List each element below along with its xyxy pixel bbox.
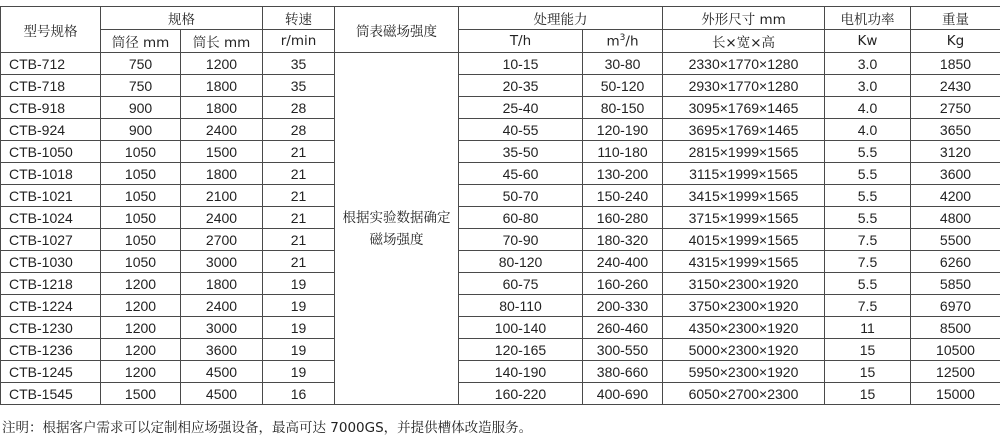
header-diameter: 筒径 mm: [101, 30, 181, 53]
table-row: [1, 317, 1000, 339]
cell-dims: 6050×2700×2300: [663, 383, 825, 405]
table-row: [1, 207, 1000, 229]
cell-speed: 35: [263, 75, 335, 97]
cell-dims: 3415×1999×1565: [663, 185, 825, 207]
cell-power: 5.5: [825, 141, 911, 163]
cell-tph: 10-15: [459, 53, 583, 75]
cell-m3h: 160-280: [583, 207, 663, 229]
cell-diameter: 1050: [101, 141, 181, 163]
cell-dims: 3115×1999×1565: [663, 163, 825, 185]
cell-diameter: 1500: [101, 383, 181, 405]
table-header: [1, 7, 1000, 53]
cell-m3h: 30-80: [583, 53, 663, 75]
cell-diameter: 1050: [101, 251, 181, 273]
cell-tph: 70-90: [459, 229, 583, 251]
header-power-line1: 电机功率: [825, 7, 911, 30]
cell-m3h: 110-180: [583, 141, 663, 163]
cell-model: CTB-1218: [1, 273, 101, 295]
cell-speed: 21: [263, 207, 335, 229]
cell-model: CTB-1236: [1, 339, 101, 361]
table-row: [1, 273, 1000, 295]
cell-weight: 2430: [911, 75, 1000, 97]
cell-m3h: 150-240: [583, 185, 663, 207]
cell-model: CTB-1050: [1, 141, 101, 163]
header-m3h-sup: 3: [619, 32, 626, 43]
cell-power: 7.5: [825, 251, 911, 273]
header-m3h-tail: /h: [625, 33, 639, 50]
cell-model: CTB-924: [1, 119, 101, 141]
cell-dims: 3750×2300×1920: [663, 295, 825, 317]
cell-dims: 4015×1999×1565: [663, 229, 825, 251]
table-row: [1, 163, 1000, 185]
cell-model: CTB-1018: [1, 163, 101, 185]
cell-weight: 6970: [911, 295, 1000, 317]
cell-diameter: 1200: [101, 317, 181, 339]
cell-power: 5.5: [825, 207, 911, 229]
table-row: [1, 251, 1000, 273]
cell-diameter: 750: [101, 75, 181, 97]
cell-length: 1800: [181, 97, 263, 119]
cell-speed: 19: [263, 361, 335, 383]
header-model: 型号规格: [1, 7, 101, 53]
table-row: [1, 97, 1000, 119]
table-row: [1, 383, 1000, 405]
cell-tph: 40-55: [459, 119, 583, 141]
cell-tph: 45-60: [459, 163, 583, 185]
table-row: [1, 295, 1000, 317]
cell-m3h: 130-200: [583, 163, 663, 185]
cell-m3h: 300-550: [583, 339, 663, 361]
cell-length: 2400: [181, 295, 263, 317]
cell-tph: 100-140: [459, 317, 583, 339]
cell-dims: 2815×1999×1565: [663, 141, 825, 163]
cell-length: 3000: [181, 251, 263, 273]
cell-diameter: 900: [101, 119, 181, 141]
cell-weight: 3600: [911, 163, 1000, 185]
cell-diameter: 1050: [101, 229, 181, 251]
cell-weight: 15000: [911, 383, 1000, 405]
header-dims-line1: 外形尺寸 mm: [663, 7, 825, 30]
cell-model: CTB-718: [1, 75, 101, 97]
cell-diameter: 1200: [101, 339, 181, 361]
table-row: [1, 53, 1000, 75]
cell-speed: 21: [263, 141, 335, 163]
cell-diameter: 750: [101, 53, 181, 75]
cell-m3h: 120-190: [583, 119, 663, 141]
cell-m3h: 180-320: [583, 229, 663, 251]
cell-diameter: 1200: [101, 273, 181, 295]
cell-tph: 25-40: [459, 97, 583, 119]
cell-length: 4500: [181, 361, 263, 383]
cell-m3h: 80-150: [583, 97, 663, 119]
cell-length: 2400: [181, 119, 263, 141]
cell-tph: 60-75: [459, 273, 583, 295]
cell-speed: 21: [263, 251, 335, 273]
cell-dims: 4315×1999×1565: [663, 251, 825, 273]
cell-dims: 2930×1770×1280: [663, 75, 825, 97]
cell-model: CTB-918: [1, 97, 101, 119]
cell-dims: 3695×1769×1465: [663, 119, 825, 141]
cell-speed: 35: [263, 53, 335, 75]
table-row: [1, 339, 1000, 361]
cell-dims: 3150×2300×1920: [663, 273, 825, 295]
cell-power: 3.0: [825, 53, 911, 75]
cell-weight: 3650: [911, 119, 1000, 141]
cell-dims: 5950×2300×1920: [663, 361, 825, 383]
table-row: [1, 75, 1000, 97]
spec-table: [0, 6, 1000, 405]
header-speed-line2: r/min: [263, 30, 335, 53]
cell-diameter: 1050: [101, 207, 181, 229]
cell-tph: 60-80: [459, 207, 583, 229]
cell-m3h: 50-120: [583, 75, 663, 97]
header-m3h: [583, 30, 663, 53]
cell-weight: 5850: [911, 273, 1000, 295]
magnetic-strength-note: 根据实验数据确定磁场强度: [335, 53, 459, 405]
cell-model: CTB-1230: [1, 317, 101, 339]
cell-model: CTB-1245: [1, 361, 101, 383]
cell-weight: 12500: [911, 361, 1000, 383]
cell-power: 3.0: [825, 75, 911, 97]
cell-m3h: 240-400: [583, 251, 663, 273]
cell-speed: 19: [263, 339, 335, 361]
header-capacity: 处理能力: [459, 7, 663, 30]
cell-weight: 6260: [911, 251, 1000, 273]
cell-diameter: 900: [101, 97, 181, 119]
cell-speed: 21: [263, 163, 335, 185]
header-dims-line2: 长×宽×高: [663, 30, 825, 53]
cell-dims: 5000×2300×1920: [663, 339, 825, 361]
cell-power: 4.0: [825, 119, 911, 141]
cell-length: 4500: [181, 383, 263, 405]
cell-m3h: 380-660: [583, 361, 663, 383]
cell-m3h: 200-330: [583, 295, 663, 317]
header-length: 筒长 mm: [181, 30, 263, 53]
table-body: [1, 53, 1000, 405]
table-row: [1, 119, 1000, 141]
header-power-line2: Kw: [825, 30, 911, 53]
cell-dims: 3715×1999×1565: [663, 207, 825, 229]
cell-length: 2700: [181, 229, 263, 251]
table-row: [1, 185, 1000, 207]
cell-weight: 4200: [911, 185, 1000, 207]
cell-model: CTB-1027: [1, 229, 101, 251]
cell-tph: 35-50: [459, 141, 583, 163]
cell-length: 3600: [181, 339, 263, 361]
cell-power: 11: [825, 317, 911, 339]
cell-model: CTB-712: [1, 53, 101, 75]
header-m3h-base: m: [606, 33, 620, 50]
cell-dims: 4350×2300×1920: [663, 317, 825, 339]
cell-dims: 2330×1770×1280: [663, 53, 825, 75]
header-speed-line1: 转速: [263, 7, 335, 30]
cell-power: 5.5: [825, 185, 911, 207]
cell-power: 7.5: [825, 295, 911, 317]
cell-dims: 3095×1769×1465: [663, 97, 825, 119]
cell-model: CTB-1545: [1, 383, 101, 405]
cell-weight: 1850: [911, 53, 1000, 75]
cell-speed: 16: [263, 383, 335, 405]
cell-tph: 50-70: [459, 185, 583, 207]
cell-length: 1500: [181, 141, 263, 163]
cell-speed: 19: [263, 317, 335, 339]
cell-power: 5.5: [825, 163, 911, 185]
header-tph: T/h: [459, 30, 583, 53]
header-spec: 规格: [101, 7, 263, 30]
table-row: [1, 141, 1000, 163]
cell-speed: 28: [263, 119, 335, 141]
cell-length: 1800: [181, 75, 263, 97]
cell-speed: 19: [263, 295, 335, 317]
cell-tph: 120-165: [459, 339, 583, 361]
cell-diameter: 1200: [101, 295, 181, 317]
cell-length: 2100: [181, 185, 263, 207]
cell-power: 15: [825, 339, 911, 361]
cell-weight: 5500: [911, 229, 1000, 251]
cell-weight: 4800: [911, 207, 1000, 229]
footnote: 注明：根据客户需求可以定制相应场强设备，最高可达 7000GS，并提供槽体改造服务。: [2, 420, 533, 436]
table-row: [1, 229, 1000, 251]
cell-power: 4.0: [825, 97, 911, 119]
cell-length: 1200: [181, 53, 263, 75]
cell-m3h: 400-690: [583, 383, 663, 405]
cell-power: 7.5: [825, 229, 911, 251]
header-weight-line2: Kg: [911, 30, 1000, 53]
cell-diameter: 1050: [101, 185, 181, 207]
header-weight-line1: 重量: [911, 7, 1000, 30]
cell-model: CTB-1030: [1, 251, 101, 273]
cell-tph: 80-110: [459, 295, 583, 317]
table-row: [1, 361, 1000, 383]
cell-power: 15: [825, 361, 911, 383]
cell-weight: 10500: [911, 339, 1000, 361]
cell-weight: 2750: [911, 97, 1000, 119]
cell-tph: 20-35: [459, 75, 583, 97]
cell-length: 1800: [181, 163, 263, 185]
cell-model: CTB-1024: [1, 207, 101, 229]
cell-diameter: 1200: [101, 361, 181, 383]
cell-tph: 140-190: [459, 361, 583, 383]
cell-model: CTB-1021: [1, 185, 101, 207]
cell-length: 1800: [181, 273, 263, 295]
cell-diameter: 1050: [101, 163, 181, 185]
cell-weight: 8500: [911, 317, 1000, 339]
cell-weight: 3120: [911, 141, 1000, 163]
cell-length: 2400: [181, 207, 263, 229]
cell-power: 15: [825, 383, 911, 405]
cell-speed: 28: [263, 97, 335, 119]
cell-tph: 160-220: [459, 383, 583, 405]
cell-tph: 80-120: [459, 251, 583, 273]
cell-m3h: 160-260: [583, 273, 663, 295]
cell-m3h: 260-460: [583, 317, 663, 339]
cell-speed: 21: [263, 229, 335, 251]
cell-speed: 19: [263, 273, 335, 295]
cell-length: 3000: [181, 317, 263, 339]
cell-power: 5.5: [825, 273, 911, 295]
cell-model: CTB-1224: [1, 295, 101, 317]
header-magnetic: 筒表磁场强度: [335, 7, 459, 53]
cell-speed: 21: [263, 185, 335, 207]
